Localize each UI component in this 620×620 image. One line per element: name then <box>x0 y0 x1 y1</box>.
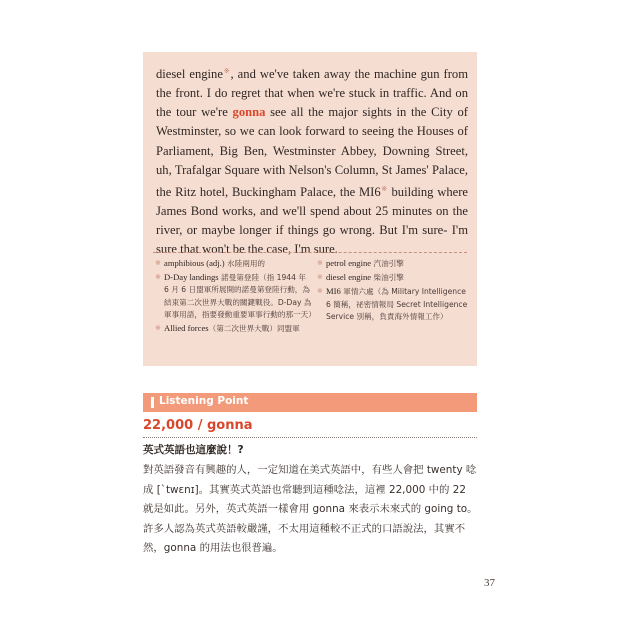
glossary-item <box>155 257 313 270</box>
glossary-term: diesel engine <box>326 272 372 283</box>
listening-point-header <box>143 393 477 412</box>
passage-seg-6: building where James Bond works, and we'll spend about 25 minutes on the river, or maybe longer if things go wrong. But I'm sure- I'm sure that won't be the case, I'm sure. <box>156 184 468 257</box>
glossary-definition: （第二次世界大戰）同盟軍 <box>208 324 300 334</box>
glossary-column-left <box>155 257 316 336</box>
reference-mark: ※ <box>317 273 323 282</box>
glossary-item <box>317 257 471 270</box>
listening-point-label: Listening Point <box>159 395 249 407</box>
reference-mark: ※ <box>155 324 161 333</box>
glossary-definition: 水陸兩用的 <box>224 259 266 268</box>
highlight-gonna: gonna <box>232 105 266 120</box>
glossary-definition: 汽油引擎 <box>371 259 404 268</box>
glossary-divider <box>153 252 467 253</box>
glossary-term: amphibious (adj.) <box>164 258 225 268</box>
glossary-definition: 柴油引擎 <box>371 273 404 283</box>
listening-point-subtitle: 英式英語也這麼說！? <box>143 444 244 456</box>
reference-mark: ※ <box>317 287 323 296</box>
glossary-term: petrol engine <box>326 258 372 268</box>
passage-seg-0: diesel engine <box>156 67 223 82</box>
passage-seg-2: , and we've taken away the machine gun from the front. I do regret that when we're stuck in traffic. And on the tour we're <box>156 67 468 120</box>
glossary-term: MI6 <box>326 286 341 297</box>
passage-text <box>156 62 468 259</box>
reference-mark: ※ <box>155 273 161 282</box>
glossary-definition: 軍情六處（為 Military Intelligence 6 簡稱，祕密情報局 Secret Intelligence Service 別稱，負責海外情報工作） <box>326 287 468 321</box>
footnote-mark: ※ <box>380 184 388 193</box>
glossary-term: D-Day landings <box>164 272 219 283</box>
glossary-item <box>317 271 471 284</box>
reference-mark: ※ <box>155 259 161 267</box>
glossary-definition: 諾曼第登陸（指 1944 年 6 月 6 日盟軍所展開的諾曼第登陸行動，為結束第二次世界大戰的關鍵戰役。D-Day 為軍事用語，指要發動重要軍事行動的那一天） <box>164 273 316 319</box>
glossary-term: Allied forces <box>164 323 209 334</box>
listening-point-title: 22,000 / gonna <box>143 418 253 433</box>
page-number: 37 <box>484 577 495 589</box>
listening-point-paragraph: 對英語發音有興趣的人，一定知道在美式英語中，有些人會把 twenty 唸成 [ˋtwɛnɪ]。其實英式英語也常聽到這種唸法，這裡 22,000 中的 22 就是如此。另外，英式英語一樣會用 gonna 來表示未來式的 going to。許多人認為英式英語較嚴謹，不太用這種較不正式的口語說法，其實不然，gonna 的用法也很普遍。 <box>143 464 478 554</box>
listening-point-body <box>143 461 479 559</box>
header-accent-bar <box>151 397 154 408</box>
reference-mark: ※ <box>317 259 323 267</box>
passage-box <box>143 52 477 366</box>
glossary-item <box>317 285 471 323</box>
passage-seg-4: see all the major sights in the City of Westminster, so we can look forward to seeing the Houses of Parliament, Big Ben, Westminster Abbey, Downing Street, uh, Trafalgar Square with Nelson's Column, St James' Palace, the Ritz hotel, Buckingham Palace, the MI6 <box>156 105 468 199</box>
glossary-item <box>155 322 313 335</box>
glossary-item <box>155 271 316 321</box>
footnote-mark: ※ <box>222 67 231 75</box>
glossary-column-right <box>317 257 471 324</box>
dotted-rule <box>143 437 477 438</box>
